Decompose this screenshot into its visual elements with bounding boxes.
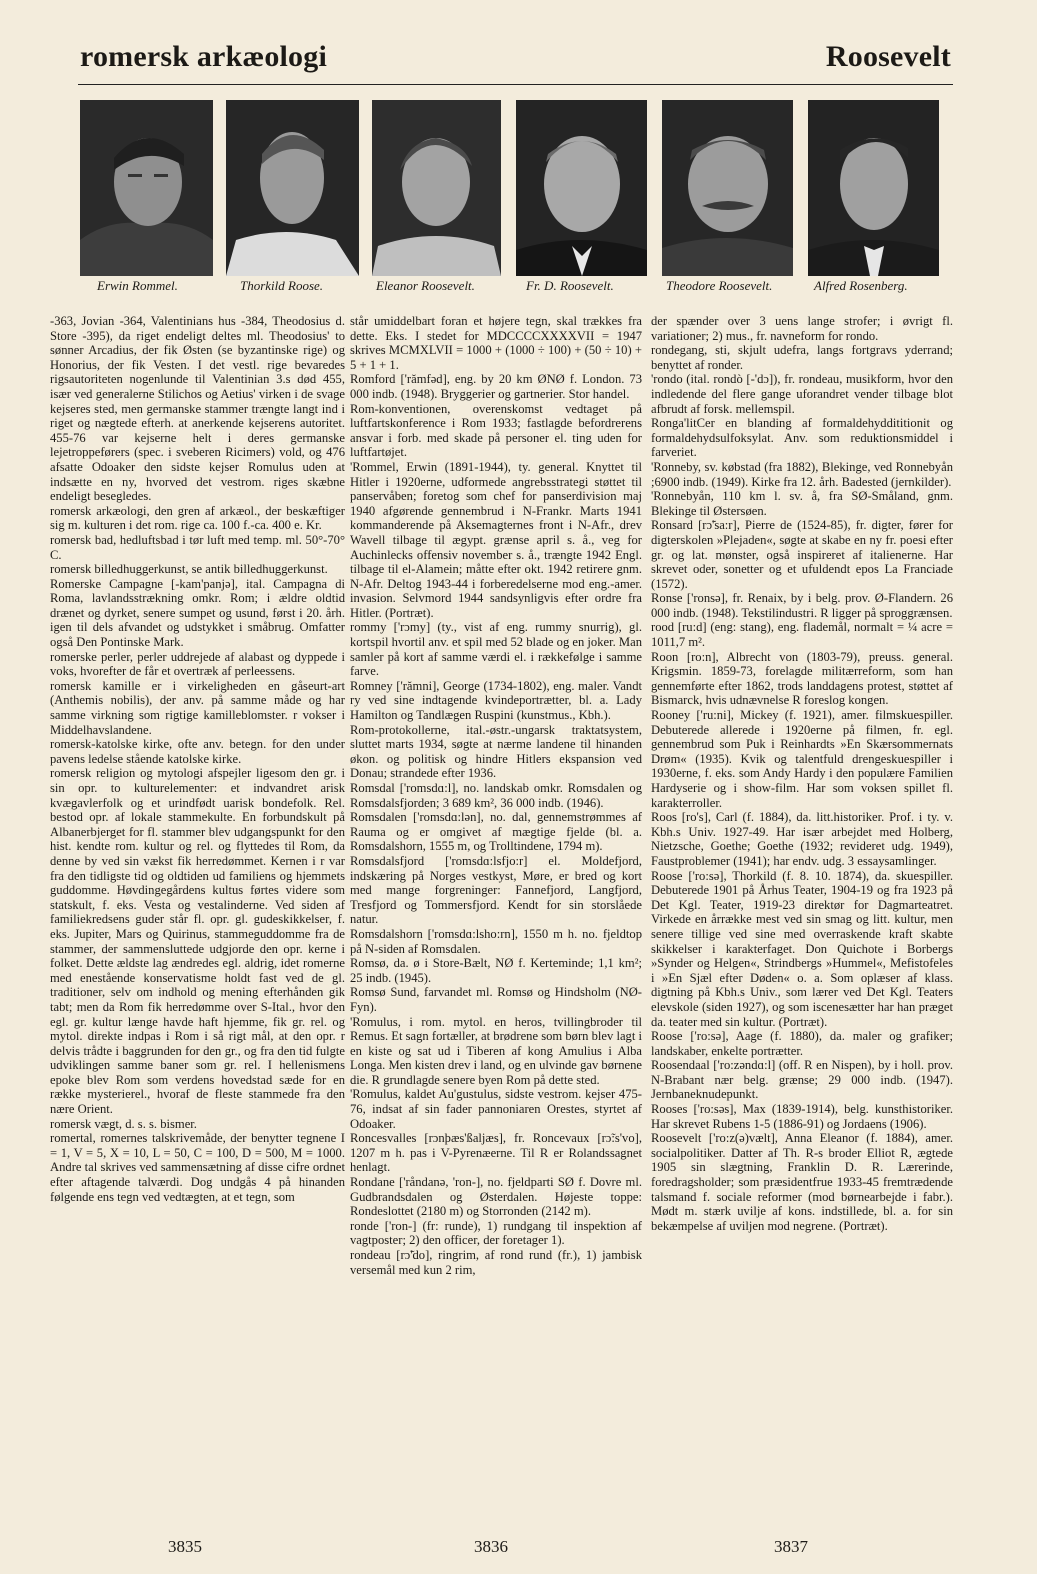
portrait-theodore-roosevelt <box>662 100 793 276</box>
entry: romersk religion og mytologi afspejler ligesom den gr. i sin opr. to kulturelementer: et indvandret arisk kvægavlerfolk og et urindfødt uarisk bondefolk. Rel. bestod opr. af lokale stammekulte. En forbundskult på Albanerbjerget for fl. stammer blev udgangspunkt for den hist. kendte rom. kultur og rel. og flyttedes til Rom, da denne by ved sin vækst fik herredømmet. Kernen i r var fra den tidligste tid og oldtiden ud familiens og hjemmets guddomme. Høvdingegårdens kultus førtes videre som statskult, f. eks. Vesta og vestalinderne. Ved siden af familiekredsens guder står fl. opr. gl. gudeskikkelser, f. eks. Jupiter, Mars og Quirinus, stammeguddomme fra de stammer, der sammensluttede udgjorde den opr. kerne i folket. Dette ældste lag ændredes egl. aldrig, idet romerne med enestående konservatisme holdt fast ved de gl. traditioner, selv om indhold og mening efterhånden gik tabt; men da Rom fik herredømme over S-Ital., hvor den egl. gr. kultur længe havde haft hjemme, fik gr. rel. og mytol. direkte indpas i Rom i så rigt mål, at den opr. r delvis trådte i baggrunden for den gr., og fra den tid fulgte udviklingen samme baner som gr. rel. I hellenismens epoke blev Rom som verdens hovedstad sæde for en række mysterierel., hvoraf de fleste stammede fra den nære Orient. <box>50 766 345 1117</box>
page-number-middle: 3836 <box>474 1537 508 1556</box>
entry: Roon [ro:n], Albrecht von (1803-79), preuss. general. Krigsmin. 1859-73, forelagde militærreform, som han gennemførte efter 1862, trods landdagens protest, støttet af Bismarck, hvis udnævnelse R foreslog kongen. <box>651 649 953 708</box>
text-column-3 <box>651 314 953 1504</box>
portrait-thorkild-roose <box>226 100 359 276</box>
entry: Roosevelt ['ro:z(ə)vælt], Anna Eleanor (f. 1884), amer. socialpolitiker. Datter af Th. R-s broder Elliot R, ægtede 1905 sin slægtning, Franklin D. R. Lærerinde, foredragsholder; som præsidentfrue 1933-45 fremtrædende talsmand f. sociale reformer (mod børnearbejde i fabr.). Mødt m. stærk uvilje af kons. indstillede, bl. a. for sin bekæmpelse af uviljen mod negrene. (Portræt). <box>651 1131 953 1233</box>
entry: ronde ['ron-] (fr: runde), 1) rundgang til inspektion af vagtposter; 2) den officer, der foretager 1). <box>350 1218 642 1248</box>
entry: Rondane ['råndanə, 'ron-], no. fjeldparti SØ f. Dovre ml. Gudbrandsdalen og Østerdalen. Højeste toppe: Rondeslottet (2180 m) og Storronden (2142 m). <box>350 1175 642 1219</box>
entry: romersk bad, hedluftsbad i tør luft med temp. ml. 50°-70° C. <box>50 532 345 562</box>
entry: Ronsard [rɔ̃'sa:r], Pierre de (1524-85), fr. digter, fører for digterskolen »Plejaden«, søgte at skabe en ny fr. poesi efter gr. og lat. mønster, også inspireret af italienerne. Har skrevet oder, sonetter og et ufuldendt epos La Franciade (1572). <box>651 518 953 591</box>
entry: 'rondo (ital. rondò [-'dɔ]), fr. rondeau, musikform, hvor den indledende del flere gange uforandret vender tilbage blot afbrudt af forsk. mellemspil. <box>651 372 953 416</box>
entry: Rooney ['ru:ni], Mickey (f. 1921), amer. filmskuespiller. Debuterede allerede i 1920erne på filmen, fr. egl. gennembrud som Puk i Reinhardts »En Skærsommernats Drøm« (1935). Kvik og talentfuld drengeskuespiller i 1930erne, f. eks. som Andy Hardy i den populære Familien Hardyserie og i show-film. Har som voksen spillet fl. karakterroller. <box>651 708 953 810</box>
entry: Rom-protokollerne, ital.-østr.-ungarsk traktatsystem, sluttet marts 1934, søgte at nærme landene til hinanden økon. og politisk og hindre Hitlers ekspansion ved Donau; strandede efter 1936. <box>350 722 642 781</box>
entry: Romney ['rămni], George (1734-1802), eng. maler. Vandt ry ved sine indtagende kvindeportrætter, bl. a. Lady Hamilton og Tandlægen Ruspini (kunstmus., Kbh.). <box>350 678 642 723</box>
entry: romersk-katolske kirke, ofte anv. betegn. for den under pavens ledelse stående katolske kirke. <box>50 737 345 766</box>
entry: Roosendaal ['ro:zəndɑ:l] (off. R en Nispen), by i holl. prov. N-Brabant nær belg. grænse; 29 000 indb. (1947). Jernbaneknudepunkt. <box>651 1058 953 1102</box>
entry: Ronga'litCer en blanding af formaldehyddititionit og formaldehydsulfoksylat. Anv. som reduktionsmiddel i farveriet. <box>651 416 953 460</box>
entry: rood [ru:d] (eng: stang), eng. flademål, normalt = ¼ acre = 1011,7 m². <box>651 620 953 650</box>
header-rule <box>78 84 953 85</box>
entry: Romford ['rămfəd], eng. by 20 km ØNØ f. London. 73 000 indb. (1948). Bryggerier og gartnerier. Stor handel. <box>350 372 642 401</box>
entry: Rooses ['ro:səs], Max (1839-1914), belg. kunsthistoriker. Har skrevet Rubens 1-5 (1886-91) og Jordaens (1906). <box>651 1102 953 1131</box>
caption-thorkild-roose: Thorkild Roose. <box>240 278 324 293</box>
entry: Roose ['ro:sə], Thorkild (f. 8. 10. 1874), da. skuespiller. Debuterede 1901 på Århus Teater, 1904-19 og fra 1923 på Det Kgl. Teater, 1919-23 direktør for Dagmarteatret. Virkede en årrække mest ved sin smag og litt. kultur, men senere tillige ved sine med overraskende kraft skabte skikkelser i karakterfaget. Don Quichote i Borbergs »Synder og Helgen«, Strindbergs »Hummel«, Mefistofeles i »En Sjæl efter Døden« o. a. Som oplæser af klass. digtning på Kbh.s Univ., som lærer ved Det Kgl. Teaters elevskole (siden 1927), og som iscenesætter har han præget da. teater med sin kultur. (Portræt). <box>651 868 953 1029</box>
caption-erwin-rommel: Erwin Rommel. <box>97 278 178 293</box>
caption-alfred-rosenberg: Alfred Rosenberg. <box>814 278 908 293</box>
portrait-alfred-rosenberg <box>808 100 939 276</box>
entry: romerske perler, perler uddrejede af alabast og dyppede i voks, hvorefter de får et overtræk af perleessens. <box>50 649 345 679</box>
entry: Rom-konventionen, overenskomst vedtaget på luftfartskonference i Rom 1933; fastlagde befordrerens ansvar i forb. med skade på personer el. ting uden for luftfartøjet. <box>350 401 642 460</box>
entry: 'Romulus, kaldet Au'gustulus, sidste vestrom. kejser 475-76, indsat af sin fader pannoniaren Orestes, styrtet af Odoaker. <box>350 1087 642 1131</box>
portrait-eleanor-roosevelt <box>372 100 501 276</box>
entry: 'Ronneby, sv. købstad (fra 1882), Blekinge, ved Ronnebyån ;6900 indb. (1949). Kirke fra 12. årh. Badested (jernkilder). <box>651 459 953 489</box>
running-head-left: romersk arkæologi <box>80 40 327 73</box>
entry: Romerske Campagne [-kam'panjə], ital. Campagna di Roma, lavlandsstrækning omkr. Rom; i ældre oldtid drænet og dyrket, senere sumpet og usund, først i 20. årh. igen til dels afvandet og udstykket i småbrug. Omfatter også Den Pontinske Mark. <box>50 576 345 650</box>
entry: romertal, romernes talskrivemåde, der benytter tegnene I = 1, V = 5, X = 10, L = 50, C = 100, D = 500, M = 1000. Andre tal skrives ved sammensætning af disse cifre ordnet efter aftagende talværdi. Dog undgås 4 på hinanden følgende ens tegn ved vedtægten, at et tegn, som <box>50 1131 345 1204</box>
caption-eleanor-roosevelt: Eleanor Roosevelt. <box>376 278 475 293</box>
entry: Romsdalshorn ['romsdɑ:lsho:rn], 1550 m h. no. fjeldtop på N-siden af Romsdalen. <box>350 926 642 956</box>
portrait-fr-d-roosevelt <box>516 100 647 276</box>
entry: 'Ronnebyån, 110 km l. sv. å, fra SØ-Småland, gnm. Blekinge til Østersøen. <box>651 489 953 518</box>
entry: der spænder over 3 uens lange strofer; i øvrigt fl. variationer; 2) mus., fr. navneform for rondo. <box>651 314 953 343</box>
entry: romersk kamille er i virkeligheden en gåseurt-art (Anthemis nobilis), der anv. på samme måde og har samme virkning som rigtige kamilleblomster. r vokser i Middelhavslandene. <box>50 678 345 737</box>
entry: Romsø Sund, farvandet ml. Romsø og Hindsholm (NØ-Fyn). <box>350 985 642 1014</box>
caption-theodore-roosevelt: Theodore Roosevelt. <box>666 278 773 293</box>
entry: Romsdal ['romsdɑ:l], no. landskab omkr. Romsdalen og Romsdalsfjorden; 3 689 km², 36 000 indb. (1946). <box>350 781 642 810</box>
entry: Roos [ro's], Carl (f. 1884), da. litt.historiker. Prof. i ty. v. Kbh.s Univ. 1927-49. Har især arbejdet med Holberg, Nietzsche, Goethe; Goethe (1932; revideret udg. 1949), Faustproblemer (1941); har endv. udg. 3 essaysamlinger. <box>651 810 953 868</box>
entry: rommy ['rɔmy] (ty., vist af eng. rummy snurrig), gl. kortspil hvortil anv. et spil med 52 blade og en joker. Man samler på kort af samme værdi el. i rækkefølge i samme farve. <box>350 620 642 679</box>
page-number-right: 3837 <box>774 1537 808 1556</box>
entry: Roose ['ro:sə], Aage (f. 1880), da. maler og grafiker; landskaber, enkelte portrætter. <box>651 1029 953 1058</box>
entry: rondeau [rɔ̃'do], ringrim, af rond rund (fr.), 1) jambisk versemål med kun 2 rim, <box>350 1248 642 1277</box>
entry: romersk billedhuggerkunst, se antik billedhuggerkunst. <box>50 562 328 577</box>
entry: romersk arkæologi, den gren af arkæol., der beskæftiger sig m. kulturen i det rom. rige ca. 100 f.-ca. 400 e. Kr. <box>50 503 345 533</box>
running-head-right: Roosevelt <box>825 40 951 73</box>
portrait-erwin-rommel <box>80 100 213 276</box>
caption-fr-d-roosevelt: Fr. D. Roosevelt. <box>526 278 614 293</box>
entry: romersk vægt, d. s. s. bismer. <box>50 1116 197 1131</box>
entry: 'Rommel, Erwin (1891-1944), ty. general. Knyttet til Hitler i 1920erne, udformede angrebsstrategi støttet til panservåben; foretog som chef for panserdivision maj 1940 afgørende gennembrud i N-Frankr. Marts 1941 kommanderende på Aksemagternes front i N-Afr., drev Wavell tilbage til ægypt. grænse april s. å., veg for Auchinlecks offensiv november s. å., trængte 1942 Engl. tilbage til el-Alamein; måtte efter okt. 1942 retirere gnm. N-Afr. Deltog 1943-44 i forberedelserne mod eng.-amer. invasion. Selvmord 1944 sandsynligvis efter ordre fra Hitler. (Portræt). <box>350 459 642 620</box>
page-number-left: 3835 <box>168 1537 202 1556</box>
entry: 'Romulus, i rom. mytol. en heros, tvillingbroder til Remus. Et sagn fortæller, at brødrene som børn blev lagt i en kiste og sat ud i Tiberen af kong Amulius i Alba Longa. Men kisten drev i land, og en ulvinde gav børnene die. R grundlagde senere byen Rom på dette sted. <box>350 1014 642 1087</box>
entry: står umiddelbart foran et højere tegn, skal trækkes fra dette. Eks. I stedet for MDCCCCXXXXVII = 1947 skrives MCMXLVII = 1000 + (1000 ÷ 100) + (50 ÷ 10) + 5 + 1 + 1. <box>350 314 642 372</box>
text-column-1 <box>50 314 345 1504</box>
entry: Ronse ['ronsə], fr. Renaix, by i belg. prov. Ø-Flandern. 26 000 indb. (1948). Tekstilindustri. R ligger på sproggrænsen. <box>651 591 953 620</box>
text-column-2 <box>350 314 642 1504</box>
entry: rondegang, sti, skjult udefra, langs fortgravs yderrand; benyttet af ronder. <box>651 343 953 372</box>
entry: Romsø, da. ø i Store-Bælt, NØ f. Kerteminde; 1,1 km²; 25 indb. (1945). <box>350 956 642 985</box>
entry: Romsdalen ['romsdɑ:lən], no. dal, gennemstrømmes af Rauma og er omgivet af mægtige fjelde (bl. a. Romsdalshorn, 1555 m, og Trolltindene, 1794 m). <box>350 810 642 854</box>
entry: Roncesvalles [rɔnþæs'ßaljæs], fr. Roncevaux [rɔ̃:s'vo], 1207 m h. pas i V-Pyrenæerne. Til R er Rolandssagnet henlagt. <box>350 1131 642 1175</box>
entry: Romsdalsfjord ['romsdɑ:lsfjo:r] el. Moldefjord, indskæring på Norges vestkyst, Møre, er bred og kort med mange forgreninger: Fannefjord, Langfjord, Tresfjord og Tommersfjord. Kendt for sin storslåede natur. <box>350 853 642 927</box>
entry: -363, Jovian -364, Valentinians hus -384, Theodosius d. Store -395), da riget endeligt deltes ml. Theodosius' to sønner Arcadius, der fik Østen (se byzantinske rige) og Honorius, der fik Vesten. I det vestl. rige bevaredes rigsautoriteten nogenlunde til Valentinian 3.s død 455, især ved generalerne Stilichos og Aetius' virken i de svage kejseres sted, men germanske stammer trængte langt ind i riget og nægtede efterh. at anerkende kejserens autoritet. 455-76 var kejserne helt i deres germanske lejetroppeførers (spec. i sveberen Ricimers) vold, og 476 afsatte Odoaker den sidste kejser Romulus uden at indsætte en ny, hvorved det vestrom. riges skæbne endeligt besegledes. <box>50 314 345 504</box>
